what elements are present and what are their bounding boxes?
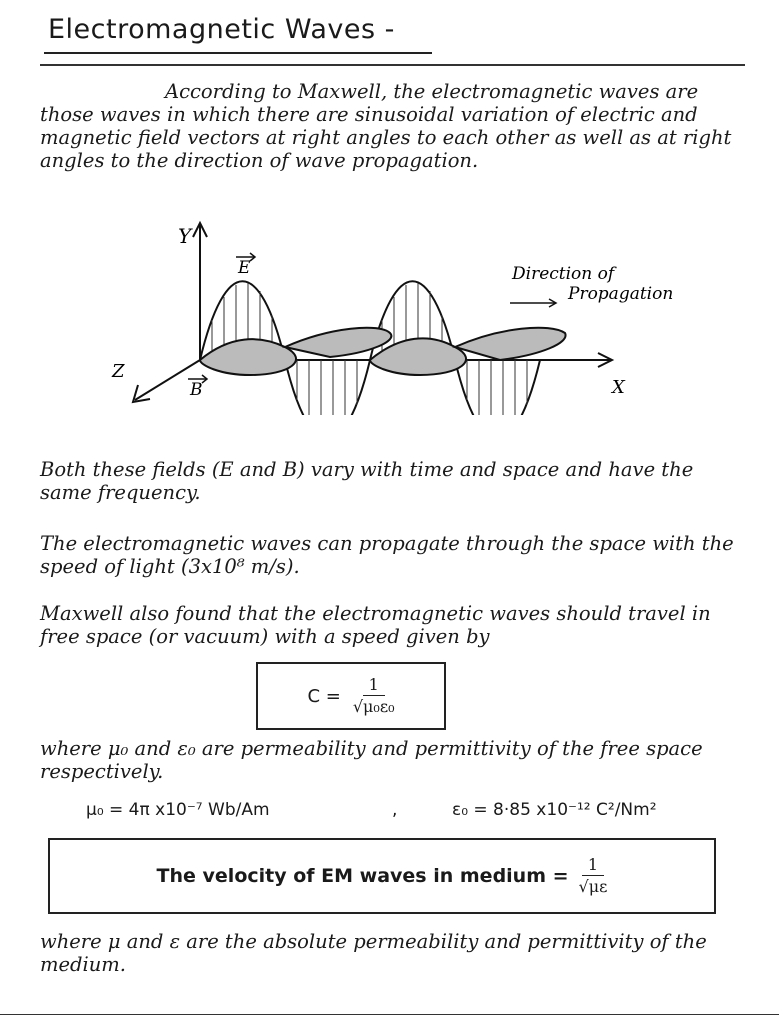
z-axis-label: Z: [112, 361, 125, 382]
x-axis-label: X: [612, 377, 625, 398]
bottom-divider: [0, 1014, 779, 1015]
eps0-value: ε₀ = 8·85 x10⁻¹² C²/Nm²: [452, 800, 657, 820]
velocity-numerator: 1: [582, 855, 604, 876]
speed-of-light-equation: [256, 662, 446, 730]
equation-fraction: [353, 675, 395, 718]
em-wave-diagram: [100, 215, 700, 415]
title-underline: [44, 52, 432, 54]
top-divider: [40, 64, 745, 66]
equation-numerator: 1: [363, 675, 385, 696]
equation-lhs: C =: [307, 685, 341, 707]
fields-paragraph: Both these fields (E and B) vary with time and space and have the same frequency.: [40, 458, 694, 504]
magnetic-field-wave: [200, 328, 566, 375]
page-title: Electromagnetic Waves -: [48, 14, 395, 45]
mu0-value: μ₀ = 4π x10⁻⁷ Wb/Am: [86, 800, 270, 820]
intro-paragraph: According to Maxwell, the electromagnetic waves are those waves in which there are sinusoidal variation of electric and magnetic field vectors at right angles to each other as well as at right angles to the direction of wave propagation.: [40, 80, 732, 172]
b-vector-label: B: [190, 380, 203, 400]
where-paragraph-2: where μ and ε are the absolute permeability and permittivity of the medium.: [40, 930, 707, 976]
direction-label: Direction of: [512, 264, 615, 284]
velocity-denominator: √με: [578, 876, 608, 896]
velocity-lhs: The velocity of EM waves in medium =: [156, 865, 569, 887]
equation-denominator: √μ₀ε₀: [352, 696, 395, 716]
propagate-paragraph: The electromagnetic waves can propagate through the space with the speed of light (3x10⁸ m/s).: [40, 532, 734, 578]
constants-separator: ,: [392, 800, 398, 820]
where-paragraph-1: where μ₀ and ε₀ are permeability and permittivity of the free space respectively.: [40, 737, 703, 783]
y-axis-label: Y: [178, 224, 192, 248]
medium-velocity-equation: [48, 838, 716, 914]
velocity-fraction: [579, 855, 608, 898]
e-vector-label: E: [238, 258, 251, 278]
propagation-label: Propagation: [568, 284, 674, 304]
maxwell-paragraph: Maxwell also found that the electromagnetic waves should travel in free space (or vacuum) with a speed given by: [40, 602, 711, 648]
